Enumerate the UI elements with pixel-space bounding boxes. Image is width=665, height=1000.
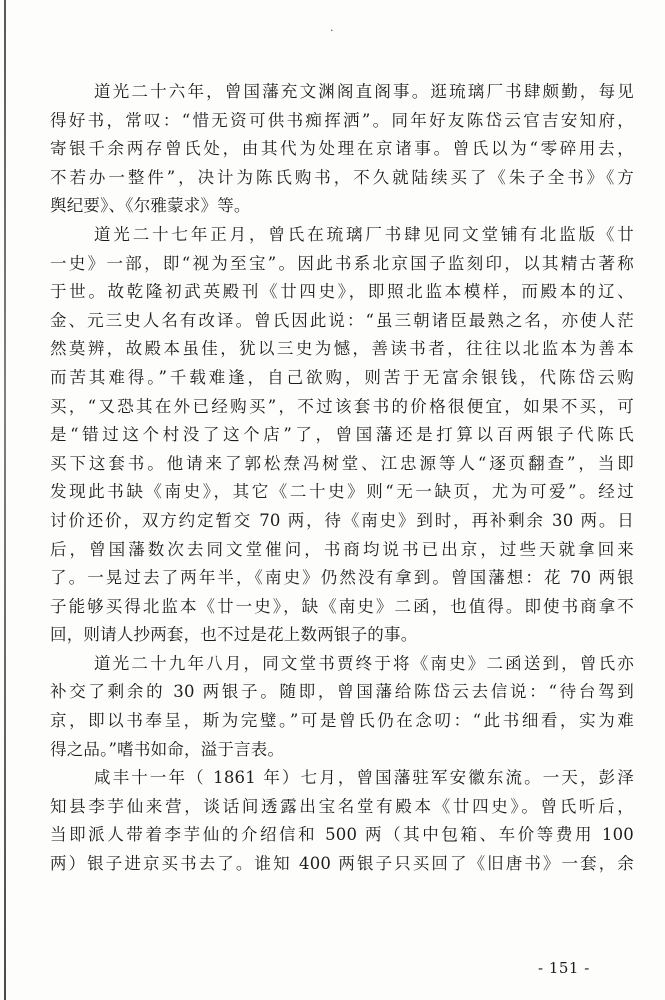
text-line: 发现此书缺《南史》，其它《二十史》则“无一缺页，尤为可爱”。经过 [50, 482, 634, 502]
page-number: - 151 - [538, 959, 590, 977]
body-text [50, 78, 634, 879]
text-line: 得好书，常叹：“惜无资可供书痴挥洒”。同年好友陈岱云官吉安知府， [50, 110, 634, 130]
text-line: 道光二十九年八月，同文堂书贾终于将《南史》二函送到，曾氏亦 [94, 653, 634, 673]
text-line: 京，即以书奉呈，斯为完璧。”可是曾氏仍在念叨：“此书细看，实为难 [50, 711, 634, 731]
text-line: 买，“又恐其在外已经购买”，不过该套书的价格很便宜，如果不买，可 [50, 396, 634, 416]
text-line: 舆纪要》、《尔雅蒙求》等。 [50, 196, 251, 216]
text-line: 当即派人带着李芋仙的介绍信和 500 两（其中包箱、车价等费用 100 [50, 825, 634, 845]
text-line: 一史》一部，即“视为至宝”。因此书系北京国子监刻印，以其精古著称 [50, 253, 634, 273]
text-line: 讨价还价，双方约定暂交 70 两，待《南史》到时，再补剩余 30 两。日 [50, 510, 634, 530]
text-line: 道光二十六年，曾国藩充文渊阁直阁事。逛琉璃厂书肆颇勤，每见 [94, 82, 634, 101]
text-line: 不若办一整件”，决计为陈氏购书，不久就陆续买了《朱子全书》《方 [50, 167, 634, 187]
text-line: 知县李芋仙来营，谈话间透露出宝名堂有殿本《廿四史》。曾氏听后， [50, 796, 634, 816]
text-line: 得之品。”嗜书如命，溢于言表。 [50, 739, 285, 759]
text-line: 咸丰十一年（ 1861 年）七月，曾国藩驻军安徽东流。一天，彭泽 [94, 768, 634, 788]
text-line: 金、元三史人名有改译。曾氏因此说：“虽三朝诸臣最熟之名，亦使人茫 [50, 310, 634, 330]
text-line: 回，则请人抄两套，也不过是花上数两银子的事。 [50, 625, 418, 645]
text-line: 然莫辨，故殿本虽佳，犹以三史为憾，善读书者，往往以北监本为善本 [50, 339, 634, 359]
text-line: 补交了剩余的 30 两银子。随即，曾国藩给陈岱云去信说：“待台驾到 [50, 682, 634, 702]
text-line: 道光二十七年正月，曾氏在琉璃厂书肆见同文堂铺有北监版《廿 [94, 224, 634, 244]
text-line: 后，曾国藩数次去同文堂催问，书商均说书已出京，过些天就拿回来 [50, 539, 634, 559]
scan-border-line [4, 0, 6, 1000]
text-line: 子能够买得北监本《廿一史》，缺《南史》二函，也值得。即使书商拿不 [50, 596, 634, 616]
text-line: 是“错过这个村没了这个店”了，曾国藩还是打算以百两银子代陈氏 [50, 425, 634, 445]
text-line: 寄银千余两存曾氏处，由其代为处理在京诸事。曾氏以为“零碎用去， [50, 139, 634, 159]
text-line: 了。一晃过去了两年半，《南史》仍然没有拿到。曾国藩想：花 70 两银 [50, 568, 634, 588]
text-line: 于世。故乾隆初武英殿刊《廿四史》，即照北监本模样，而殿本的辽、 [50, 282, 634, 302]
text-line: 买下这套书。他请来了郭松焘冯树堂、江忠源等人“逐页翻查”，当即 [50, 453, 634, 473]
scan-speck: · [330, 24, 334, 37]
text-line: 而苦其难得。”千载难逢，自己欲购，则苦于无富余银钱，代陈岱云购 [50, 367, 634, 387]
text-line: 两）银子进京买书去了。谁知 400 两银子只买回了《旧唐书》一套，余 [50, 854, 634, 874]
